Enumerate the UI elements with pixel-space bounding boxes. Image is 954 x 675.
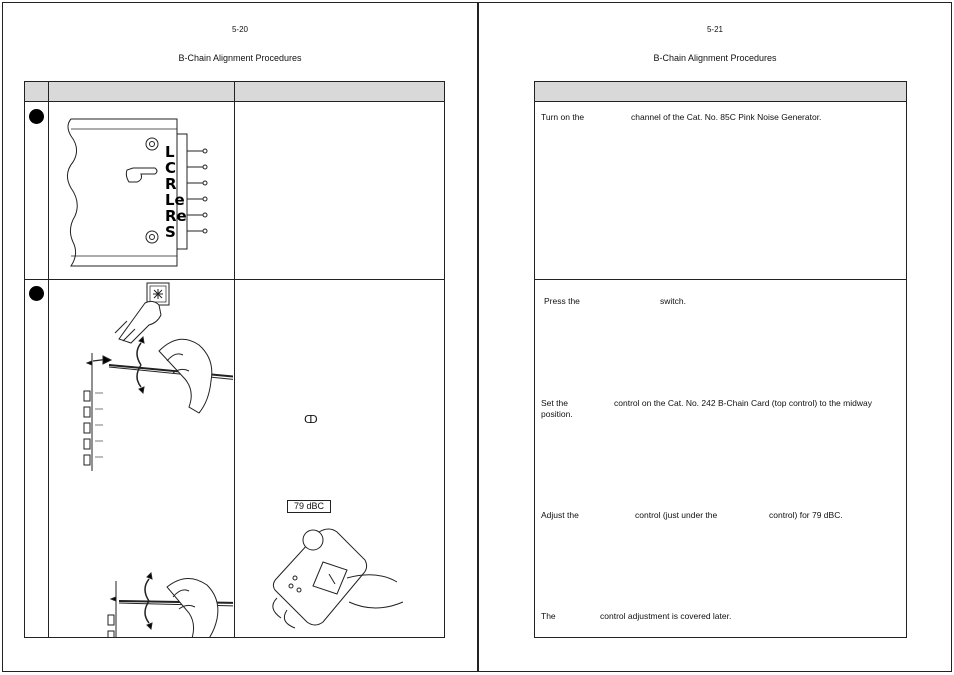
channel-label-l: L xyxy=(165,143,175,161)
left-page xyxy=(2,2,478,672)
procedure-table xyxy=(24,81,445,638)
set-instruction-end: position. xyxy=(541,409,573,419)
press-instruction-cont: switch. xyxy=(660,296,686,306)
page-number: 5-20 xyxy=(231,25,248,34)
step-2-illustrations xyxy=(49,281,233,637)
turn-on-instruction: Turn on the xyxy=(541,112,585,122)
adjust-instruction: Adjust the xyxy=(541,510,579,520)
page-number: 5-21 xyxy=(706,25,723,34)
table-header xyxy=(535,82,906,102)
bchain-card-illustration xyxy=(49,104,233,278)
press-instruction: Press the xyxy=(544,296,580,306)
page-title: B-Chain Alignment Procedures xyxy=(178,53,302,63)
set-instruction: Set the xyxy=(541,398,568,408)
channel-label-re: Re xyxy=(165,207,187,225)
sound-level-meter-illustration xyxy=(257,518,407,638)
phase-symbol: ↀ xyxy=(304,414,318,426)
set-instruction-cont: control on the Cat. No. 242 B-Chain Card (top control) to the midway xyxy=(614,398,872,408)
page-title: B-Chain Alignment Procedures xyxy=(653,53,777,63)
step-1-bullet xyxy=(29,109,44,124)
right-page xyxy=(478,2,952,672)
later-note: The xyxy=(541,611,556,621)
turn-on-instruction-cont: channel of the Cat. No. 85C Pink Noise Generator. xyxy=(631,112,822,122)
adjust-instruction-end: control) for 79 dBC. xyxy=(769,510,843,520)
channel-label-c: C xyxy=(165,159,177,177)
step-2-bullet xyxy=(29,286,44,301)
channel-label-s: S xyxy=(165,223,176,241)
later-note-cont: control adjustment is covered later. xyxy=(600,611,732,621)
channel-label-le: Le xyxy=(165,191,185,209)
channel-label-r: R xyxy=(165,175,177,193)
adjust-instruction-cont: control (just under the xyxy=(635,510,718,520)
meter-readout: 79 dBC xyxy=(287,500,331,513)
instruction-table xyxy=(534,81,907,638)
